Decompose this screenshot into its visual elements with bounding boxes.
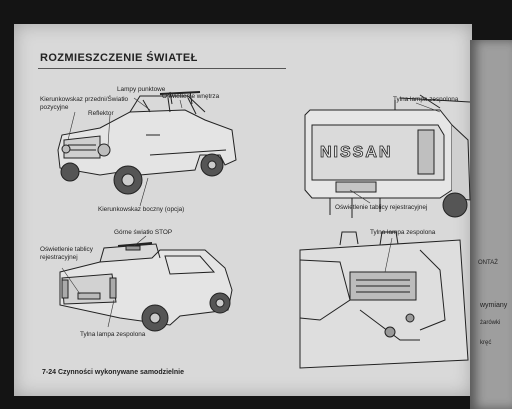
tailgate-brand-text: NISSAN: [320, 144, 393, 161]
label-plate-light-left: Oświetlenie tablicy: [40, 246, 93, 253]
truck-front-view: [58, 92, 236, 194]
right-page-text-2: wymiany: [480, 302, 508, 309]
label-front-turn-light-2: pozycyjne: [40, 104, 69, 111]
tailgate-view: [305, 95, 470, 218]
right-page-text-4: kręć: [480, 340, 492, 346]
label-front-turn-light: Kierunkowskaz przedni/Światło: [40, 96, 129, 103]
truck-rear-view: [60, 243, 232, 331]
label-rear-combo-closeup: Tylna lampa zespolona: [370, 229, 436, 236]
label-rear-combo-left: Tylna lampa zespolona: [80, 331, 146, 338]
label-rear-combo-top: Tylna lampa zespolona: [393, 96, 459, 103]
label-spot-lamps: Lampy punktowe: [117, 86, 166, 93]
right-page-text-3: żarówki: [480, 320, 501, 326]
right-page-text-1: ONTAŻ: [478, 260, 498, 266]
label-interior-light: Oświetlenie wnętrza: [162, 93, 220, 100]
label-plate-light-top: Oświetlenie tablicy rejestracyjnej: [335, 204, 428, 211]
page-title: ROZMIESZCZENIE ŚWIATEŁ: [40, 52, 198, 64]
label-stop-light: Górne światło STOP: [114, 229, 173, 236]
rear-lamp-closeup: [300, 232, 468, 368]
label-headlight: Reflektor: [88, 110, 114, 117]
page-footer: 7-24 Czynności wykonywane samodzielnie: [42, 369, 184, 376]
label-plate-light-left-2: rejestracyjnej: [40, 254, 78, 261]
label-side-turn-signal: Kierunkowskaz boczny (opcja): [98, 206, 185, 213]
